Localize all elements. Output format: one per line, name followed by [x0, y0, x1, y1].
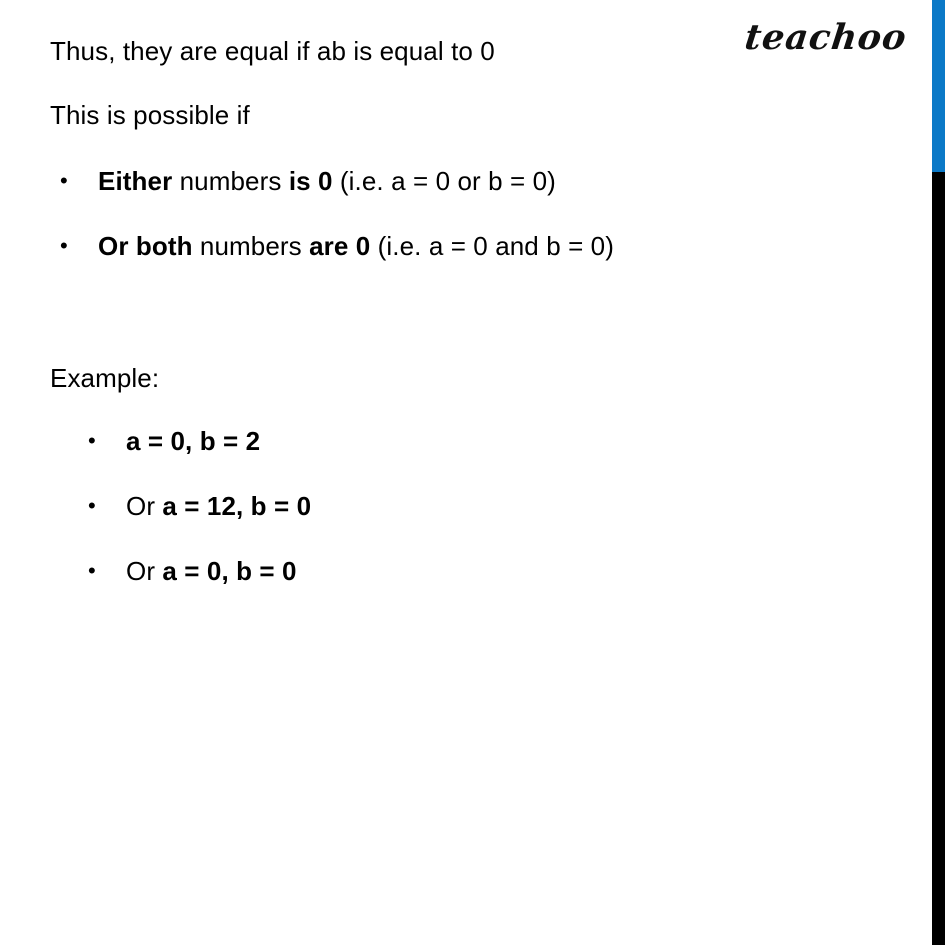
example-item	[126, 426, 260, 456]
right-sidebar-accent	[932, 0, 945, 172]
plain-text: numbers	[172, 166, 289, 196]
plain-text: (i.e. a = 0 or b = 0)	[332, 166, 556, 196]
bold-text: Or both	[98, 231, 193, 261]
bullet-marker: •	[60, 233, 68, 258]
statement-line: Thus, they are equal if ab is equal to 0	[50, 36, 495, 66]
bold-text: a = 12, b = 0	[162, 491, 312, 521]
bold-text: Either	[98, 166, 173, 196]
example-item	[126, 491, 311, 521]
plain-text: numbers	[192, 231, 310, 261]
condition-bullet-both	[98, 231, 614, 261]
bold-text: are 0	[309, 231, 371, 261]
bullet-marker: •	[88, 493, 96, 518]
bullet-marker: •	[88, 558, 96, 583]
plain-text: Or	[126, 556, 163, 586]
example-heading: Example:	[50, 363, 160, 393]
bold-text: a = 0, b = 0	[162, 556, 297, 586]
plain-text: Or	[126, 491, 163, 521]
bold-text: is 0	[288, 166, 333, 196]
teachoo-logo: teachoo	[742, 17, 910, 58]
plain-text: (i.e. a = 0 and b = 0)	[370, 231, 615, 261]
bold-text: a = 0, b = 2	[126, 426, 261, 456]
condition-intro-line: This is possible if	[50, 100, 250, 130]
bullet-marker: •	[60, 168, 68, 193]
example-item	[126, 556, 297, 586]
bullet-marker: •	[88, 428, 96, 453]
condition-bullet-either	[98, 166, 556, 196]
